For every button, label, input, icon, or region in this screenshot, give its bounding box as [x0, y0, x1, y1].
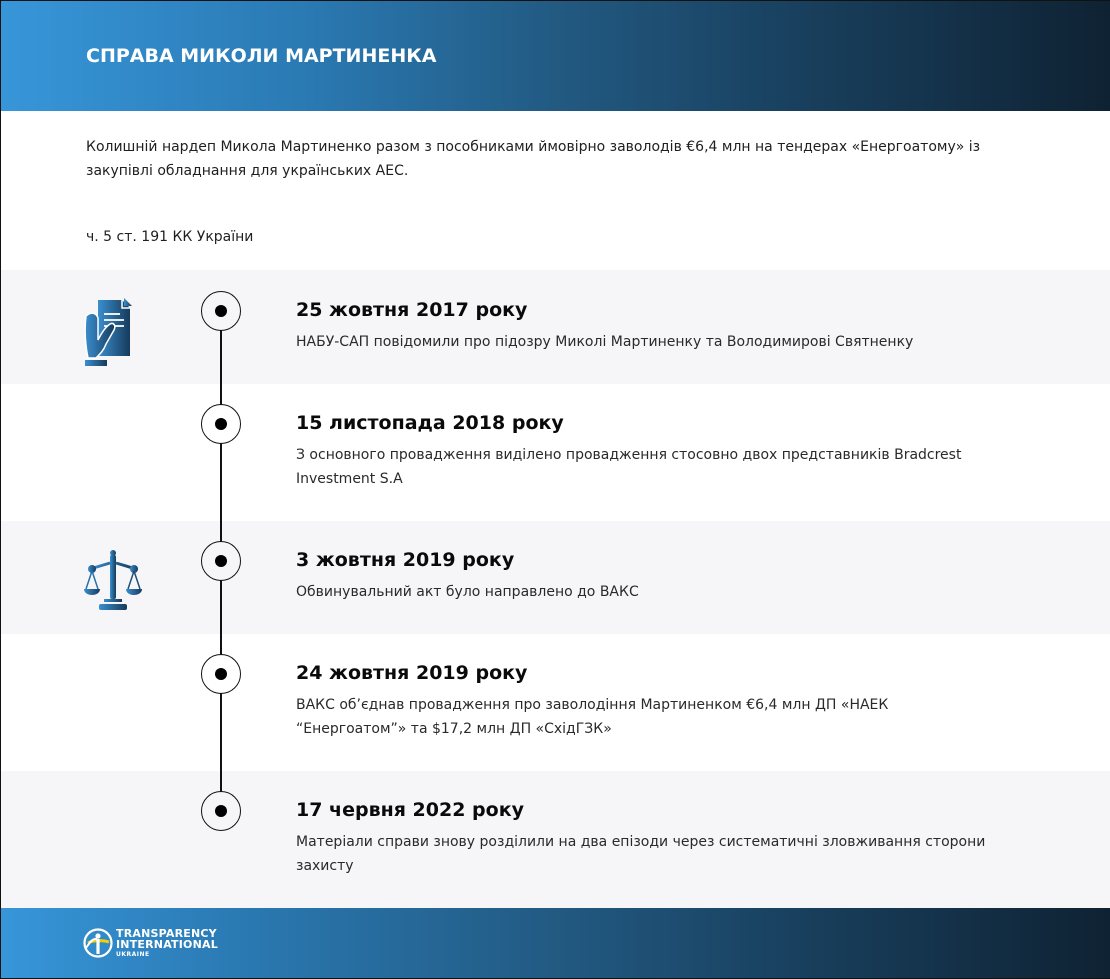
logo-text — [116, 928, 218, 959]
timeline-band-1 — [0, 270, 1110, 384]
timeline-node — [201, 791, 241, 831]
ti-logo-mark-icon — [83, 928, 113, 958]
timeline-node — [201, 404, 241, 444]
timeline-node — [201, 541, 241, 581]
event-date: 17 червня 2022 року — [296, 799, 524, 821]
event-date: 3 жовтня 2019 року — [296, 549, 515, 571]
logo-line-2: INTERNATIONAL — [116, 937, 218, 951]
event-description: Матеріали справи знову розділили на два епізоди через систематичні зловживання сторони захисту — [296, 834, 986, 874]
document-in-hand-icon — [84, 298, 132, 368]
criminal-code-article: ч. 5 ст. 191 КК України — [86, 229, 254, 245]
header-banner — [0, 0, 1110, 111]
event-description: З основного провадження виділено провадження стосовно двох представників Bradcrest Investment S.A — [296, 447, 962, 487]
event-date: 24 жовтня 2019 року — [296, 662, 528, 684]
page-title: СПРАВА МИКОЛИ МАРТИНЕНКА — [86, 45, 437, 67]
timeline-band-3 — [0, 521, 1110, 634]
logo-line-3: UKRAINE — [116, 950, 150, 958]
event-description: ВАКС об’єднав провадження про заволодіння Мартиненком €6,4 млн ДП «НАЕК “Енергоатом”» та $17,2 млн ДП «СхідГЗК» — [296, 697, 889, 737]
scales-of-justice-icon — [84, 549, 142, 611]
case-summary: Колишній нардеп Микола Мартиненко разом з пособниками ймовірно заволодів €6,4 млн на тендерах «Енергоатому» із закупівлі обладнання для українських АЕС. — [86, 139, 981, 179]
event-description: НАБУ-САП повідомили про підозру Миколі Мартиненку та Володимирові Святненку — [296, 334, 914, 350]
event-date: 15 листопада 2018 року — [296, 412, 564, 434]
timeline-node — [201, 654, 241, 694]
logo-line-1: TRANSPARENCY — [116, 926, 217, 940]
event-description: Обвинувальний акт було направлено до ВАКС — [296, 584, 639, 600]
transparency-international-logo[interactable] — [83, 925, 218, 961]
timeline-node — [201, 291, 241, 331]
event-date: 25 жовтня 2017 року — [296, 299, 528, 321]
